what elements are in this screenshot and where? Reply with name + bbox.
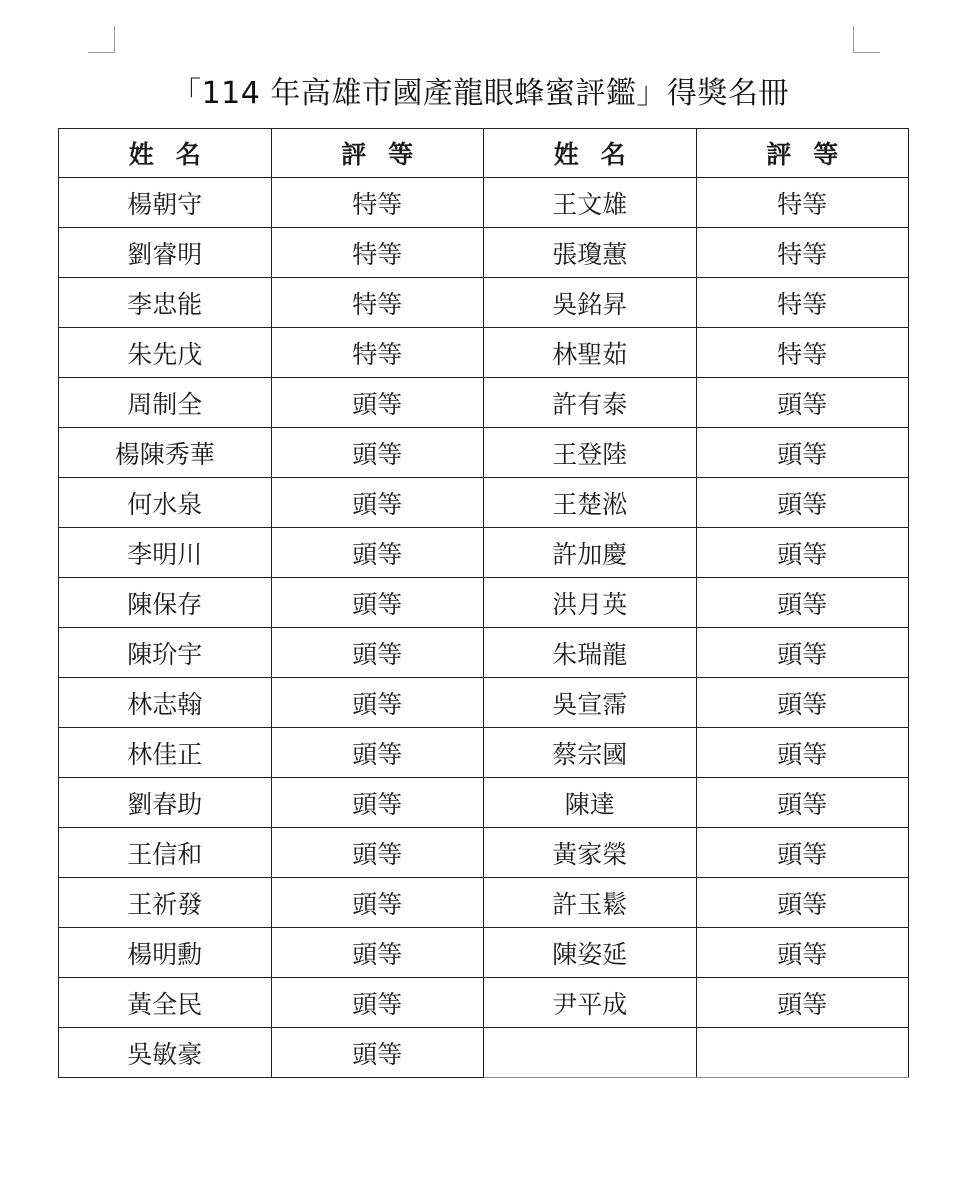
cell-name-left: 林佳正 xyxy=(59,728,272,778)
cell-grade-left: 特等 xyxy=(271,278,484,328)
header-name-right: 姓名 xyxy=(484,129,697,178)
cell-name-left: 王祈發 xyxy=(59,878,272,928)
document-title: 「114 年高雄市國產龍眼蜂蜜評鑑」得獎名冊 xyxy=(171,76,789,111)
cell-name-right: 張瓊蕙 xyxy=(484,228,697,278)
table-row xyxy=(59,928,909,978)
cell-name-right: 陳達 xyxy=(484,778,697,828)
cell-name-left: 王信和 xyxy=(59,828,272,878)
cell-grade-left: 特等 xyxy=(271,328,484,378)
cell-grade-right: 頭等 xyxy=(696,978,909,1028)
cell-grade-right: 特等 xyxy=(696,328,909,378)
cell-grade-left: 頭等 xyxy=(271,978,484,1028)
cell-grade-right: 頭等 xyxy=(696,578,909,628)
cell-name-left: 朱先戊 xyxy=(59,328,272,378)
cell-name-left: 李忠能 xyxy=(59,278,272,328)
cell-grade-left: 頭等 xyxy=(271,678,484,728)
table-row xyxy=(59,778,909,828)
cell-grade-right: 頭等 xyxy=(696,878,909,928)
cell-name-right: 吳宣霈 xyxy=(484,678,697,728)
cell-grade-left: 頭等 xyxy=(271,828,484,878)
cell-grade-left: 頭等 xyxy=(271,628,484,678)
table-row xyxy=(59,228,909,278)
header-name-left: 姓名 xyxy=(59,129,272,178)
cell-name-left: 吳敏豪 xyxy=(59,1028,272,1078)
cell-name-right: 王楚淞 xyxy=(484,478,697,528)
header-grade-left: 評等 xyxy=(271,129,484,178)
cell-name-left: 黃全民 xyxy=(59,978,272,1028)
cell-name-left: 周制全 xyxy=(59,378,272,428)
cell-grade-left: 頭等 xyxy=(271,778,484,828)
cell-grade-right: 頭等 xyxy=(696,478,909,528)
cell-grade-right: 頭等 xyxy=(696,778,909,828)
cell-name-right: 王文雄 xyxy=(484,178,697,228)
cell-name-right: 黃家榮 xyxy=(484,828,697,878)
table-row xyxy=(59,828,909,878)
header-grade-right: 評等 xyxy=(696,129,909,178)
table-row xyxy=(59,528,909,578)
cell-name-right: 林聖茹 xyxy=(484,328,697,378)
cell-name-right: 朱瑞龍 xyxy=(484,628,697,678)
cell-grade-left: 頭等 xyxy=(271,1028,484,1078)
table-row xyxy=(59,328,909,378)
table-header-row xyxy=(59,129,909,178)
cell-grade-left: 特等 xyxy=(271,178,484,228)
cell-name-left: 楊朝守 xyxy=(59,178,272,228)
cell-name-left: 楊陳秀華 xyxy=(59,428,272,478)
table-row xyxy=(59,378,909,428)
crop-mark-top-left xyxy=(88,26,115,53)
cell-name-right: 吳銘昇 xyxy=(484,278,697,328)
cell-grade-right: 頭等 xyxy=(696,528,909,578)
cell-grade-left: 頭等 xyxy=(271,378,484,428)
table-row xyxy=(59,728,909,778)
cell-name-left: 陳玠宇 xyxy=(59,628,272,678)
cell-grade-right: 特等 xyxy=(696,178,909,228)
cell-name-right: 蔡宗國 xyxy=(484,728,697,778)
cell-grade-right: 頭等 xyxy=(696,628,909,678)
cell-grade-left: 頭等 xyxy=(271,528,484,578)
cell-name-left: 何水泉 xyxy=(59,478,272,528)
cell-name-left: 林志翰 xyxy=(59,678,272,728)
cell-grade-left: 頭等 xyxy=(271,478,484,528)
cell-name-left: 劉睿明 xyxy=(59,228,272,278)
cell-name-right: 尹平成 xyxy=(484,978,697,1028)
table-row xyxy=(59,628,909,678)
table-body xyxy=(59,178,909,1078)
cell-grade-left: 頭等 xyxy=(271,578,484,628)
award-list-table xyxy=(58,128,909,1078)
cell-grade-left: 頭等 xyxy=(271,928,484,978)
cell-grade-right: 頭等 xyxy=(696,378,909,428)
cell-grade-right xyxy=(696,1028,909,1078)
table-row xyxy=(59,978,909,1028)
table-row xyxy=(59,428,909,478)
cell-name-right: 王登陸 xyxy=(484,428,697,478)
table-row xyxy=(59,478,909,528)
table-row xyxy=(59,1028,909,1078)
cell-grade-right: 特等 xyxy=(696,278,909,328)
cell-name-right: 許加慶 xyxy=(484,528,697,578)
table-row xyxy=(59,178,909,228)
cell-grade-right: 頭等 xyxy=(696,428,909,478)
table-row xyxy=(59,278,909,328)
cell-name-left: 陳保存 xyxy=(59,578,272,628)
cell-name-right: 洪月英 xyxy=(484,578,697,628)
cell-grade-left: 頭等 xyxy=(271,728,484,778)
cell-name-right: 陳姿延 xyxy=(484,928,697,978)
cell-grade-right: 頭等 xyxy=(696,728,909,778)
cell-grade-right: 頭等 xyxy=(696,828,909,878)
cell-grade-left: 頭等 xyxy=(271,878,484,928)
cell-name-right xyxy=(484,1028,697,1078)
table-row xyxy=(59,578,909,628)
cell-grade-right: 頭等 xyxy=(696,928,909,978)
table-row xyxy=(59,878,909,928)
cell-name-left: 劉春助 xyxy=(59,778,272,828)
table-row xyxy=(59,678,909,728)
cell-name-right: 許有泰 xyxy=(484,378,697,428)
cell-name-left: 楊明勳 xyxy=(59,928,272,978)
crop-mark-top-right xyxy=(853,26,880,53)
cell-grade-left: 頭等 xyxy=(271,428,484,478)
cell-name-right: 許玉鬆 xyxy=(484,878,697,928)
cell-grade-left: 特等 xyxy=(271,228,484,278)
cell-grade-right: 特等 xyxy=(696,228,909,278)
cell-grade-right: 頭等 xyxy=(696,678,909,728)
cell-name-left: 李明川 xyxy=(59,528,272,578)
